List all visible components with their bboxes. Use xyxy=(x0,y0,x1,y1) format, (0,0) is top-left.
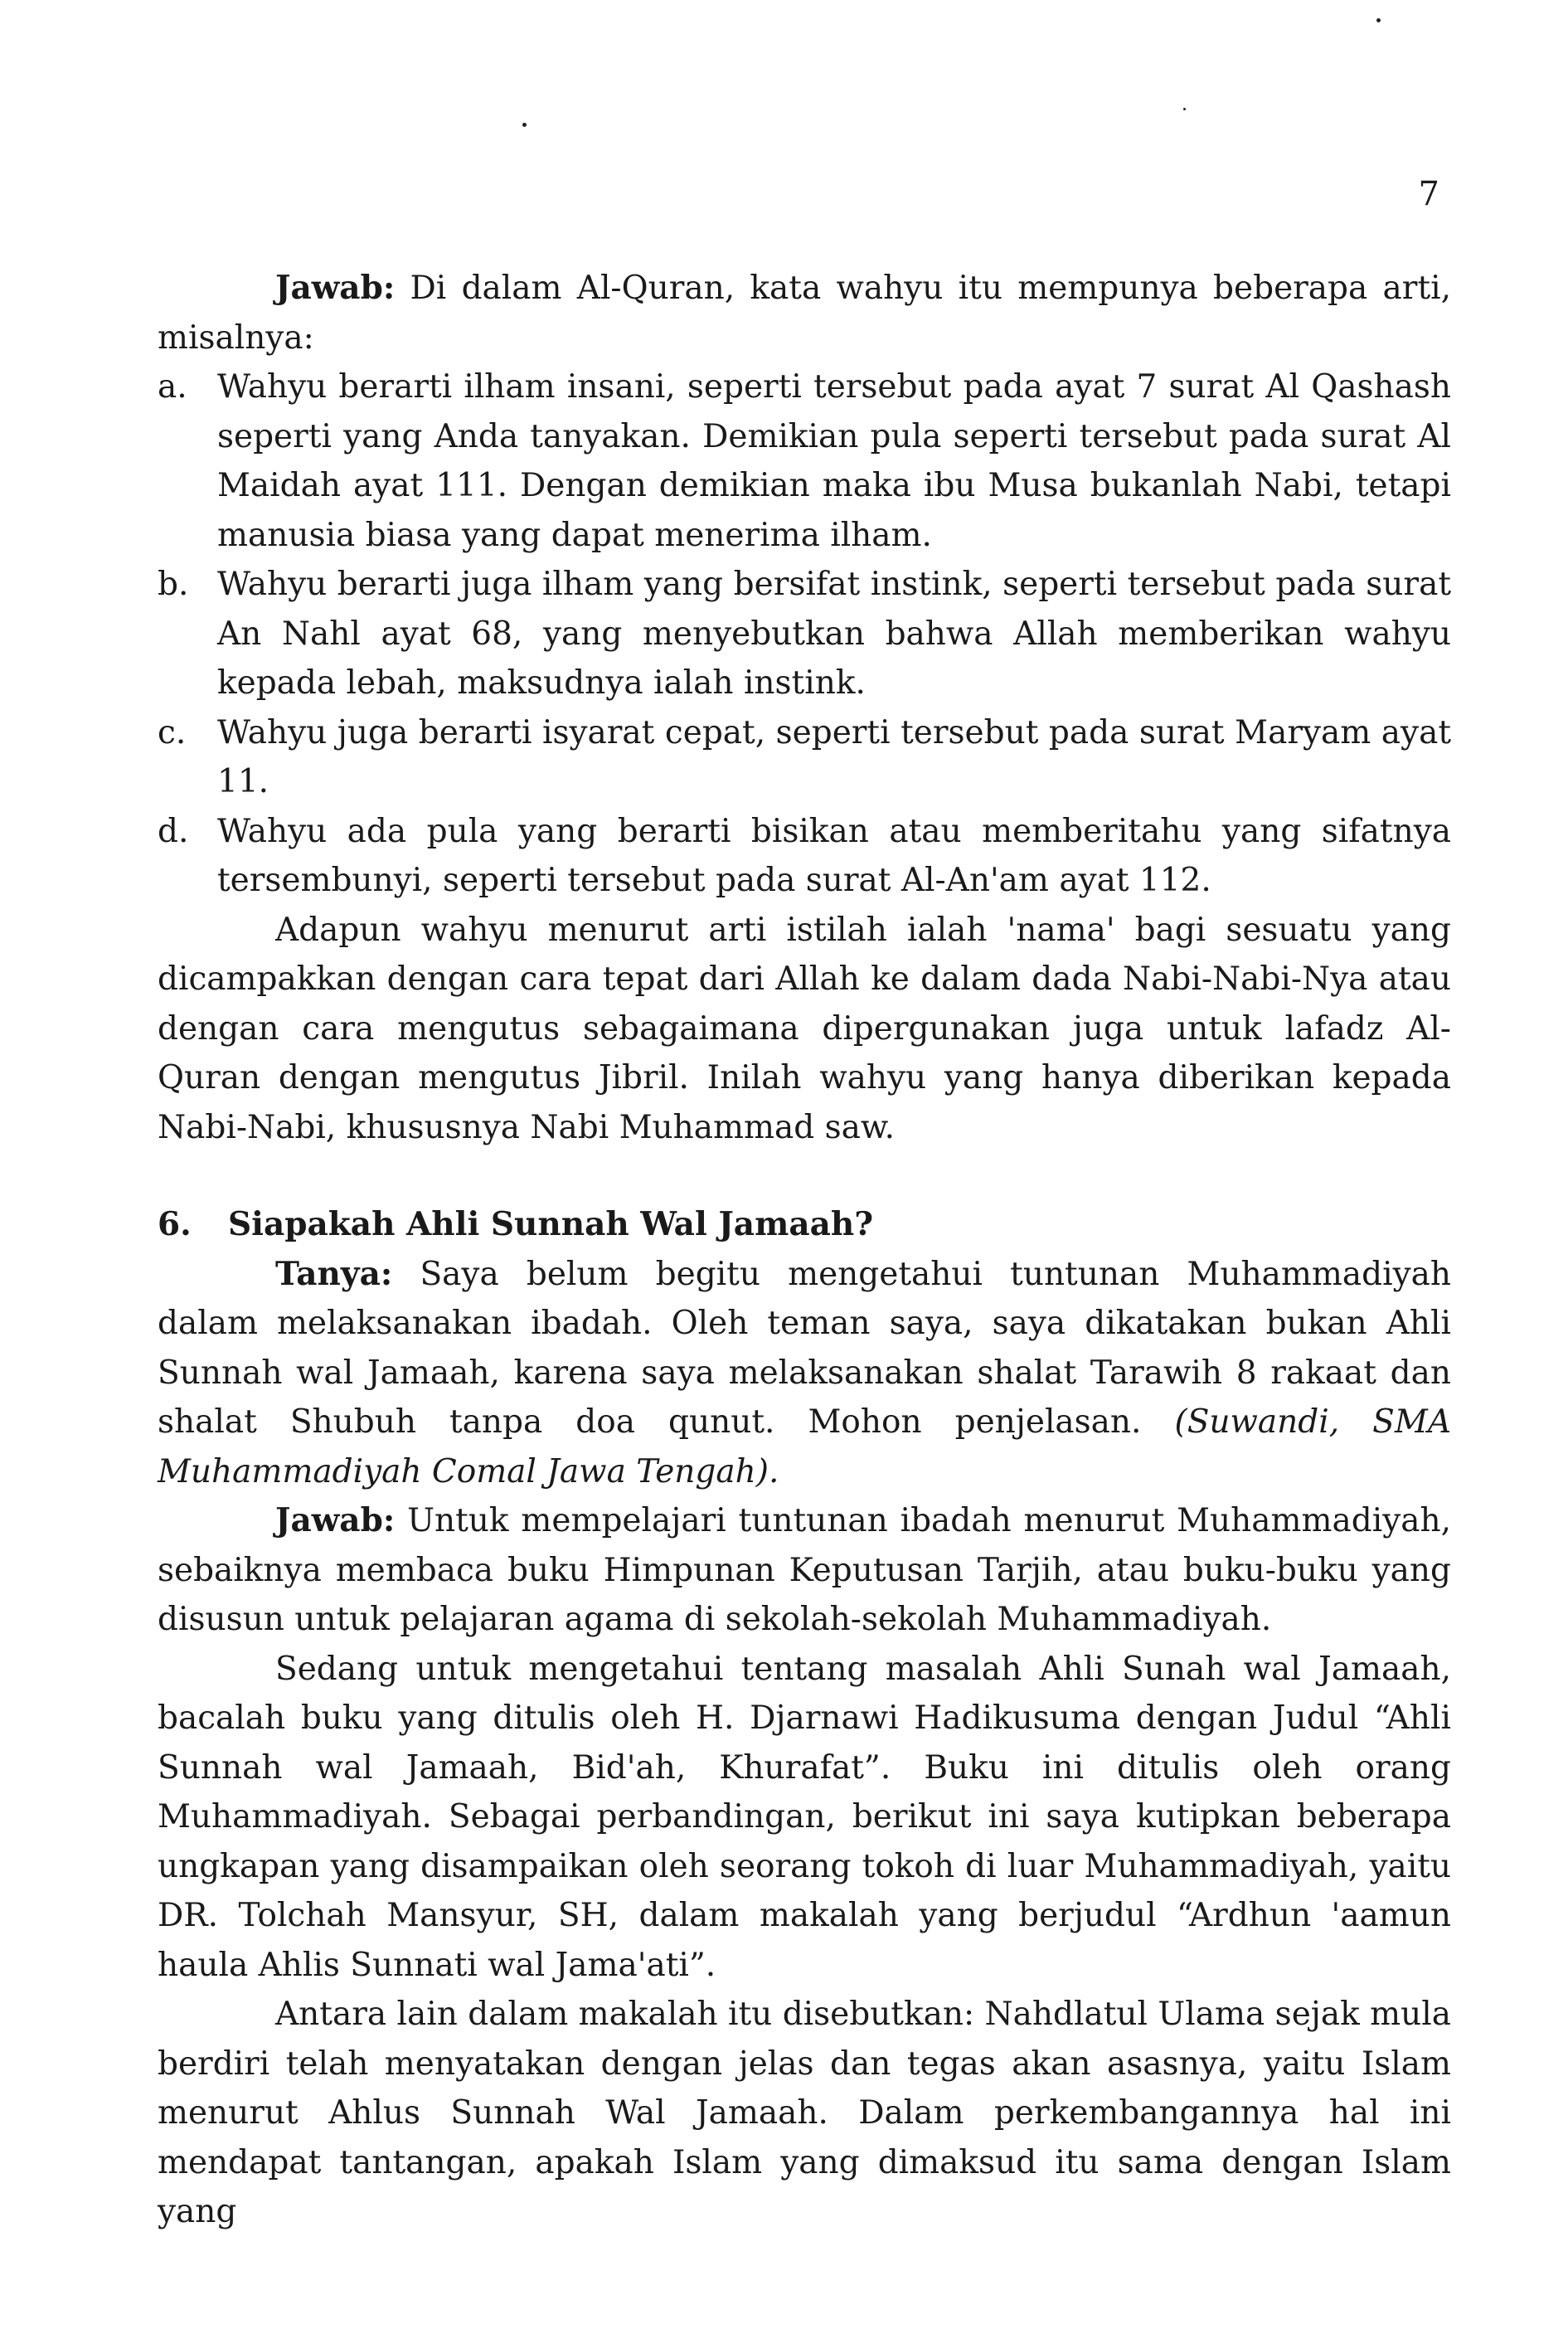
list-item-text: Wahyu juga berarti isyarat cepat, seperti tersebut pada surat Maryam ayat 11. xyxy=(217,713,1451,800)
sedang-paragraph: Sedang untuk mengetahui tentang masalah Ahli Sunah wal Jamaah, bacalah buku yang ditulis oleh H. Djarnawi Hadikusuma dengan Judul “Ahli Sunnah wal Jamaah, Bid'ah, Khurafat”. Buku ini ditulis oleh orang Muhammadiyah. Sebagai perbandingan, berikut ini saya kutipkan beberapa ungkapan yang disampaikan oleh seorang tokoh di luar Muhammadiyah, yaitu DR. Tolchah Mansyur, SH, dalam makalah yang berjudul “Ardhun 'aamun haula Ahlis Sunnati wal Jama'ati”. xyxy=(158,1650,1451,1984)
question-source: (Suwandi, SMA Muhammadiyah Comal Jawa Tengah). xyxy=(158,1403,1451,1490)
question-paragraph xyxy=(158,1250,1451,1497)
list-item-text: Wahyu berarti juga ilham yang bersifat instink, seperti tersebut pada surat An Nahl ayat 68, yang menyebutkan bahwa Allah memberikan wahyu kepada lebah, maksudnya ialah instink. xyxy=(217,566,1451,702)
page-content xyxy=(158,264,1451,2237)
list-item xyxy=(158,560,1451,708)
intro-text: Di dalam Al-Quran, kata wahyu itu mempunya beberapa arti, misalnya: xyxy=(158,270,1451,357)
list-item-text: Wahyu ada pula yang berarti bisikan atau memberitahu yang sifatnya tersembunyi, seperti tersebut pada surat Al-An'am ayat 112. xyxy=(217,812,1451,899)
question-text: Saya belum begitu mengetahui tuntunan Muhammadiyah dalam melaksanakan ibadah. Oleh teman saya, saya dikatakan bukan Ahli Sunnah wal Jamaah, karena saya melaksanakan shalat Tarawih 8 rakaat dan shalat Shubuh tanpa doa qunut. Mohon penjelasan. xyxy=(158,1255,1451,1441)
adapun-paragraph: Adapun wahyu menurut arti istilah ialah 'nama' bagi sesuatu yang dicampakkan dengan cara tepat dari Allah ke dalam dada Nabi-Nabi-Nya atau dengan cara mengutus sebagaimana dipergunakan juga untuk lafadz Al-Quran dengan mengutus Jibril. Inilah wahyu yang hanya diberikan kepada Nabi-Nabi, khususnya Nabi Muhammad saw. xyxy=(158,911,1451,1146)
intro-paragraph xyxy=(158,264,1451,362)
question-label: Tanya: xyxy=(275,1254,393,1293)
answer-paragraph xyxy=(158,1496,1451,1645)
antara-paragraph: Antara lain dalam makalah itu disebutkan: Nahdlatul Ulama sejak mula berdiri telah menyatakan dengan jelas dan tegas akan asasnya, yaitu Islam menurut Ahlus Sunnah Wal Jamaah. Dalam perkembangannya hal ini mendapat tantangan, apakah Islam yang dimaksud itu sama dengan Islam yang xyxy=(158,1996,1451,2230)
section-title: Siapakah Ahli Sunnah Wal Jamaah? xyxy=(228,1205,874,1243)
meaning-list xyxy=(158,362,1451,906)
book-page xyxy=(158,0,1451,2329)
list-item xyxy=(158,708,1451,807)
list-item-text: Wahyu berarti ilham insani, seperti tersebut pada ayat 7 surat Al Qashash seperti yang Anda tanyakan. Demikian pula seperti tersebut pada surat Al Maidah ayat 111. Dengan demikian maka ibu Musa bukanlah Nabi, tetapi manusia biasa yang dapat menerima ilham. xyxy=(217,368,1451,554)
page-number: 7 xyxy=(1418,175,1439,213)
list-marker: b. xyxy=(158,566,189,603)
section-heading xyxy=(158,1200,1451,1250)
answer-label: Jawab: xyxy=(275,269,396,307)
answer-text: Untuk mempelajari tuntunan ibadah menurut Muhammadiyah, sebaiknya membaca buku Himpunan Keputusan Tarjih, atau buku-buku yang disusun untuk pelajaran agama di sekolah-sekolah Muhammadiyah. xyxy=(158,1502,1451,1638)
answer-label: Jawab: xyxy=(275,1501,396,1539)
list-item xyxy=(158,362,1451,560)
section-number: 6. xyxy=(158,1205,192,1243)
list-item xyxy=(158,807,1451,906)
list-marker: d. xyxy=(158,812,189,850)
list-marker: a. xyxy=(158,368,187,406)
list-marker: c. xyxy=(158,713,187,751)
